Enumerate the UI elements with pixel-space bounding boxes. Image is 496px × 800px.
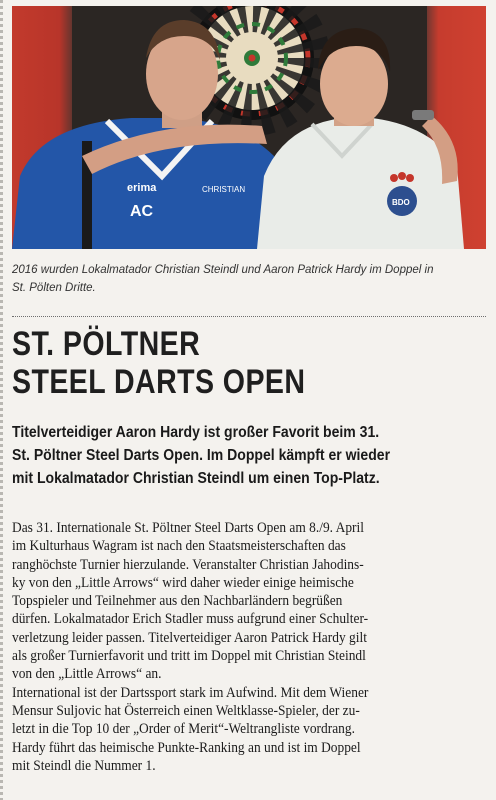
body-line: als großer Turnierfavorit und tritt im Doppel mit Christian Steindl — [12, 648, 366, 665]
article-body — [12, 519, 486, 775]
body-line: ranghöchste Turnier hierzulande. Veranstalter Christian Jahodins- — [12, 556, 364, 573]
bdo-badge-text: BDO — [392, 198, 410, 207]
page-edge-dots — [0, 0, 3, 800]
body-line: International ist der Dartssport stark im Aufwind. Mit dem Wiener — [12, 684, 369, 701]
dotted-divider — [12, 316, 486, 317]
wristwatch — [412, 110, 434, 120]
shirt-name-text: CHRISTIAN — [202, 185, 246, 194]
headline-line: STEEL DARTS OPEN — [12, 363, 306, 401]
right-person-head — [320, 42, 388, 126]
photo-illustration — [12, 6, 486, 249]
body-line: mit Steindl die Nummer 1. — [12, 757, 156, 774]
body-line: Mensur Suljovic hat Österreich einen Weltklasse-Spieler, der zu- — [12, 702, 360, 719]
body-line: dürfen. Lokalmatador Erich Stadler muss aufgrund einer Schulter- — [12, 611, 369, 628]
article-photo — [12, 6, 486, 249]
photo-caption — [12, 261, 486, 297]
body-line: Topspieler und Teilnehmer aus den Nachbarländern begrüßen — [12, 593, 343, 610]
body-line: von den „Little Arrows“ an. — [12, 666, 162, 683]
body-line: Das 31. Internationale St. Pöltner Steel Darts Open am 8./9. April — [12, 520, 364, 536]
body-line: Hardy führt das heimische Punkte-Ranking an und ist im Doppel — [12, 739, 361, 756]
article-headline — [12, 325, 486, 401]
caption-line: 2016 wurden Lokalmatador Christian Steindl und Aaron Patrick Hardy im Doppel in — [12, 264, 434, 276]
lead-line: Titelverteidiger Aaron Hardy ist großer Favorit beim 31. — [12, 424, 380, 441]
article-lead — [12, 421, 486, 490]
body-line: im Kulturhaus Wagram ist nach den Staatsmeisterschaften das — [12, 538, 346, 555]
headline-line: ST. PÖLTNER — [12, 325, 201, 363]
body-line: verletzung leider passen. Titelverteidiger Aaron Patrick Hardy gilt — [12, 629, 367, 646]
lead-line: mit Lokalmatador Christian Steindl um einen Top-Platz. — [12, 470, 380, 487]
shirt-logo-text: erima — [127, 182, 157, 194]
body-line: letzt in die Top 10 der „Order of Merit“-Weltrangliste vordrang. — [12, 721, 355, 738]
lead-line: St. Pöltner Steel Darts Open. Im Doppel kämpft er wieder — [12, 447, 391, 464]
caption-line: St. Pölten Dritte. — [12, 282, 96, 294]
body-line: ky von den „Little Arrows“ wird daher wieder einige heimische — [12, 574, 354, 591]
shirt-club-text: AC — [130, 203, 154, 220]
